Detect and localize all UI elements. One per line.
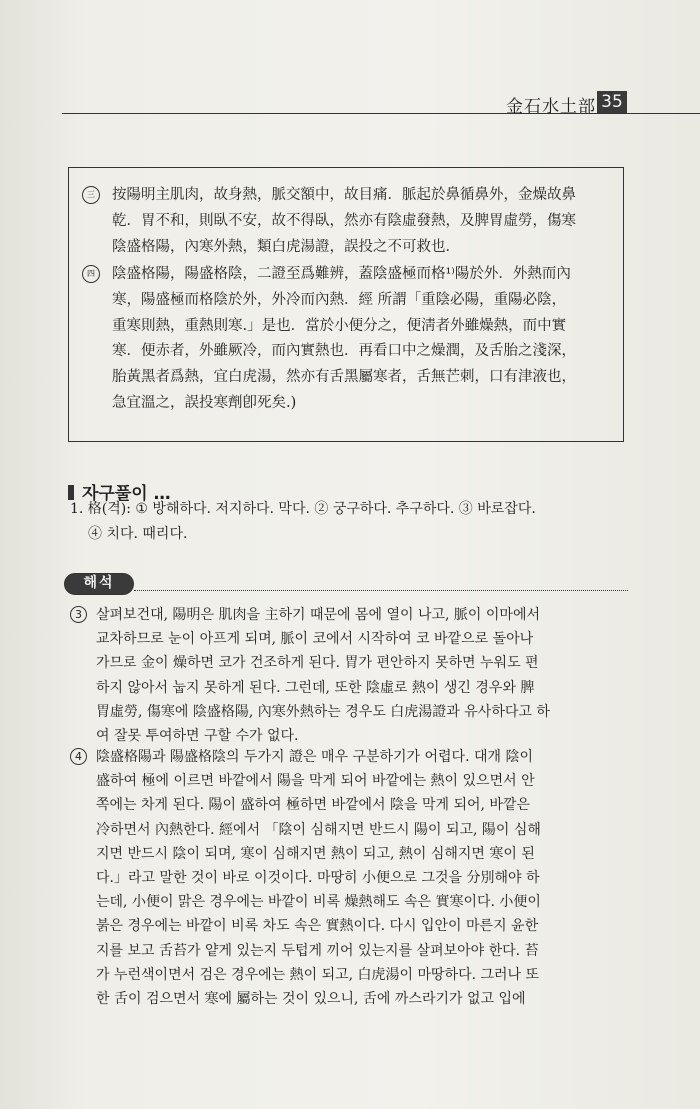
text-line: 4 陰盛格陽과 陽盛格陰의 두가지 證은 매우 구분하기가 어렵다. 대개 陰이 [70,745,630,769]
text-line: 여 잘못 투여하면 구할 수가 없다. [96,728,299,745]
text-line: 가므로 金이 燥하면 코가 건조하게 된다. 胃가 편안하지 못하면 누워도 편 [96,655,539,672]
text-line: 重寒則熱，重熱則寒.」是也．當於小便分之，便淸者外雖燥熱，而中實 [112,317,567,334]
running-header-title: 金石水土部 [506,97,596,117]
circled-number-marker: 三 [82,186,100,204]
text-line: 寒，陽盛極而格陰於外，外冷而內熱．經 所謂「重陰必陽，重陽必陰， [112,291,567,308]
text-line: 盛하여 極에 이르면 바깥에서 陽을 막게 되어 바깥에는 熱이 있으면서 안 [96,773,535,790]
text-line: 교차하므로 눈이 아프게 되며, 脈이 코에서 시작하여 코 바깥으로 돌아나 [96,631,534,648]
text-line: 다.」라고 말한 것이 바로 이것이다. 마땅히 小便으로 그것을 分別해야 하 [96,870,540,887]
text-line: 冷하면서 內熱한다. 經에서 「陰이 심해지면 반드시 陽이 되고, 陽이 심해 [96,821,541,838]
text-line: 陰盛格陽，內寒外熱，類白虎湯證，誤投之不可救也． [112,238,460,255]
vocab-list [70,497,630,547]
translation-label: 해석 [64,573,134,595]
text-line: 지를 보고 舌苔가 얕게 있는지 두텁게 끼어 있는지를 살펴보아야 한다. 苔 [96,942,539,959]
text-line: 지면 반드시 陰이 되며, 寒이 심해지면 熱이 되고, 熱이 심해지면 寒이 된 [96,845,535,862]
original-paragraph-3 [82,183,622,260]
text-line: 胃虛勞, 傷寒에 陰盛格陽, 內寒外熱하는 경우도 白虎湯證과 유사하다고 하 [96,703,550,720]
text-line: 四 陰盛格陽，陽盛格陰，二證至爲難辨，蓋陰盛極而格¹⁾陽於外．外熱而內 [82,262,622,288]
text-line: 붉은 경우에는 바깥이 비록 차도 속은 實熱이다. 다시 입안이 마른지 윤한 [96,918,539,935]
vocab-line: ④ 치다. 때리다. [88,526,188,542]
translation-paragraph-4 [70,745,630,1011]
circled-number-marker: 3 [70,606,87,623]
header-rule [62,113,700,114]
translation-paragraph-3 [70,603,630,748]
circled-number-marker: 四 [82,265,100,283]
text-line: 乾．胃不和，則臥不安，故不得臥，然亦有陰虛發熱，及脾胃虛勞，傷寒 [112,212,576,229]
vocab-section-heading: 자구풀이 … [68,479,171,504]
circled-number-marker: 4 [70,748,87,765]
vocab-line: 1. 格(격): ① 방해하다. 저지하다. 막다. ② 궁구하다. 추구하다. ③ 바로잡다. [70,501,536,517]
text-line: 胎黃黑者爲熱，宜白虎湯，然亦有舌黑屬寒者，舌無芒刺，口有津液也， [112,369,576,386]
page-number: 35 [597,91,627,113]
text-line: 하지 않아서 눕지 못하게 된다. 그런데, 또한 陰虛로 熱이 생긴 경우와 脾 [96,679,535,696]
text-line: 는데, 小便이 맑은 경우에는 바깥이 비록 燥熱해도 속은 實寒이다. 小便이 [96,894,541,911]
text-line: 3 살펴보건대, 陽明은 肌肉을 主하기 때문에 몸에 열이 나고, 脈이 이마에서 [70,603,630,627]
text-line: 寒．便赤者，外雖厥冷，而內實熱也．再看口中之燥潤，及舌胎之淺深， [112,343,576,360]
text-line: 急宜溫之，誤投寒劑卽死矣.) [112,394,297,411]
text-line: 쪽에는 차게 된다. 陽이 盛하여 極하면 바깥에서 陰을 막게 되어, 바깥은 [96,797,530,814]
text-line: 가 누런색이면서 검은 경우에는 熱이 되고, 白虎湯이 마땅하다. 그러나 또 [96,966,540,983]
text-line: 한 舌이 검으면서 寒에 屬하는 것이 있으니, 舌에 까스라기가 없고 입에 [96,991,526,1008]
dotted-divider [134,590,628,591]
text-line: 三 按陽明主肌肉，故身熱，脈交額中，故目痛．脈起於鼻循鼻外，金燥故鼻 [82,183,622,209]
original-paragraph-4 [82,262,622,417]
